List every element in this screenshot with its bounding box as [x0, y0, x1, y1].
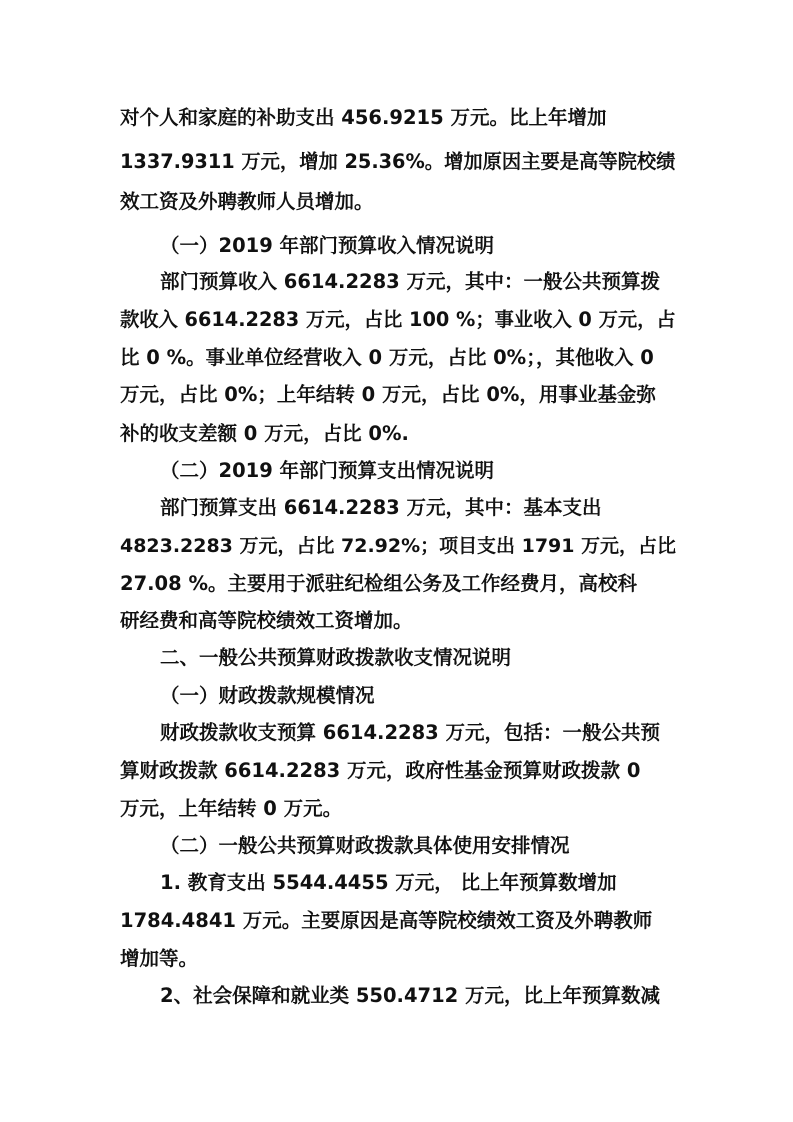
text-line: 4823.2283 万元，占比 72.92%；项目支出 1791 万元，占比 — [120, 535, 676, 557]
section-heading: （二）2019 年部门预算支出情况说明 — [160, 459, 495, 482]
text-line: 27.08 %。主要用于派驻纪检组公务及工作经费月，高校科 — [120, 572, 638, 595]
text-line: 2、社会保障和就业类 550.4712 万元，比上年预算数减 — [160, 984, 661, 1007]
text-line: 效工资及外聘教师人员增加。 — [120, 190, 374, 213]
text-line: 财政拨款收支预算 6614.2283 万元，包括：一般公共预 — [160, 721, 661, 744]
text-line: 增加等。 — [120, 947, 199, 970]
text-line: 研经费和高等院校绩效工资增加。 — [120, 609, 413, 632]
text-line: 比 0 %。事业单位经营收入 0 万元，占比 0%；，其他收入 0 — [120, 346, 654, 369]
text-line: 万元，占比 0%；上年结转 0 万元，占比 0%，用事业基金弥 — [120, 383, 656, 406]
text-line: 部门预算支出 6614.2283 万元，其中：基本支出 — [160, 496, 602, 519]
text-line: 对个人和家庭的补助支出 456.9215 万元。比上年增加 — [120, 106, 607, 129]
text-line: 1784.4841 万元。主要原因是高等院校绩效工资及外聘教师 — [120, 909, 653, 932]
section-heading: （一）2019 年部门预算收入情况说明 — [160, 234, 495, 257]
subsection-heading: （二）一般公共预算财政拨款具体使用安排情况 — [160, 834, 570, 857]
text-line: 部门预算收入 6614.2283 万元，其中：一般公共预算拨 — [160, 270, 661, 293]
text-line: 1337.9311 万元，增加 25.36%。增加原因主要是高等院校绩 — [120, 150, 676, 173]
text-line: 算财政拨款 6614.2283 万元，政府性基金预算财政拨款 0 — [120, 759, 641, 782]
text-line: 补的收支差额 0 万元，占比 0%. — [120, 422, 409, 445]
text-line: 款收入 6614.2283 万元，占比 100 %；事业收入 0 万元，占 — [120, 308, 676, 331]
subsection-heading: （一）财政拨款规模情况 — [160, 684, 375, 707]
text-line: 万元，上年结转 0 万元。 — [120, 797, 343, 820]
section-heading: 二、一般公共预算财政拨款收支情况说明 — [160, 646, 512, 669]
text-line: 1. 教育支出 5544.4455 万元， 比上年预算数增加 — [160, 871, 617, 894]
